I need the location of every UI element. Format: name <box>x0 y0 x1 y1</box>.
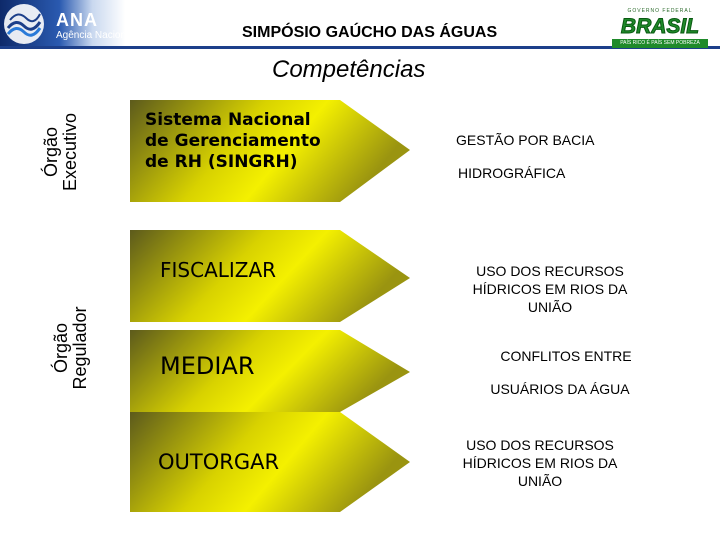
side-label-regulador-line1: Órgão <box>51 322 71 374</box>
target-fiscalizar-line1: USO DOS RECURSOS <box>476 263 624 279</box>
target-fiscalizar-line2: HÍDRICOS EM RIOS DA <box>472 281 628 297</box>
competency-fiscalizar: FISCALIZAR <box>160 258 277 282</box>
brasil-wordmark: BRASIL <box>620 15 700 38</box>
brasil-top-text: GOVERNO FEDERAL <box>627 8 693 14</box>
target-gestao-bacia <box>440 124 640 190</box>
target-conflitos-line1: CONFLITOS ENTRE <box>500 348 632 364</box>
target-uso-recursos-fiscalizar <box>430 262 670 316</box>
competency-singrh-line2: de Gerenciamento <box>145 131 321 151</box>
target-uso-recursos-outorgar <box>420 436 660 490</box>
page-title: Competências <box>272 56 426 83</box>
target-outorgar-line2: HÍDRICOS EM RIOS DA <box>462 455 618 471</box>
competency-mediar: MEDIAR <box>160 352 255 380</box>
target-gestao-line1: GESTÃO POR BACIA <box>456 132 595 148</box>
competency-singrh-line3: de RH (SINGRH) <box>145 152 298 172</box>
competency-singrh-line1: Sistema Nacional <box>145 110 311 130</box>
target-conflitos-line2: USUÁRIOS DA ÁGUA <box>490 381 630 397</box>
target-gestao-line2: HIDROGRÁFICA <box>458 165 566 181</box>
side-label-regulador-line2: Regulador <box>70 306 90 390</box>
target-outorgar-line1: USO DOS RECURSOS <box>466 437 614 453</box>
side-label-executivo-line1: Órgão <box>41 126 61 178</box>
competency-outorgar: OUTORGAR <box>158 450 280 474</box>
target-conflitos <box>440 340 680 406</box>
event-title: SIMPÓSIO GAÚCHO DAS ÁGUAS <box>242 24 498 41</box>
ana-subtitle: Agência Nacional de Águas <box>56 30 179 41</box>
ana-name: ANA <box>56 10 98 30</box>
target-fiscalizar-line3: UNIÃO <box>527 299 573 315</box>
target-outorgar-line3: UNIÃO <box>517 473 563 489</box>
brasil-slogan: PAÍS RICO É PAÍS SEM POBREZA <box>612 39 708 48</box>
side-label-executivo-line2: Executivo <box>60 112 80 192</box>
competency-singrh <box>145 110 321 173</box>
